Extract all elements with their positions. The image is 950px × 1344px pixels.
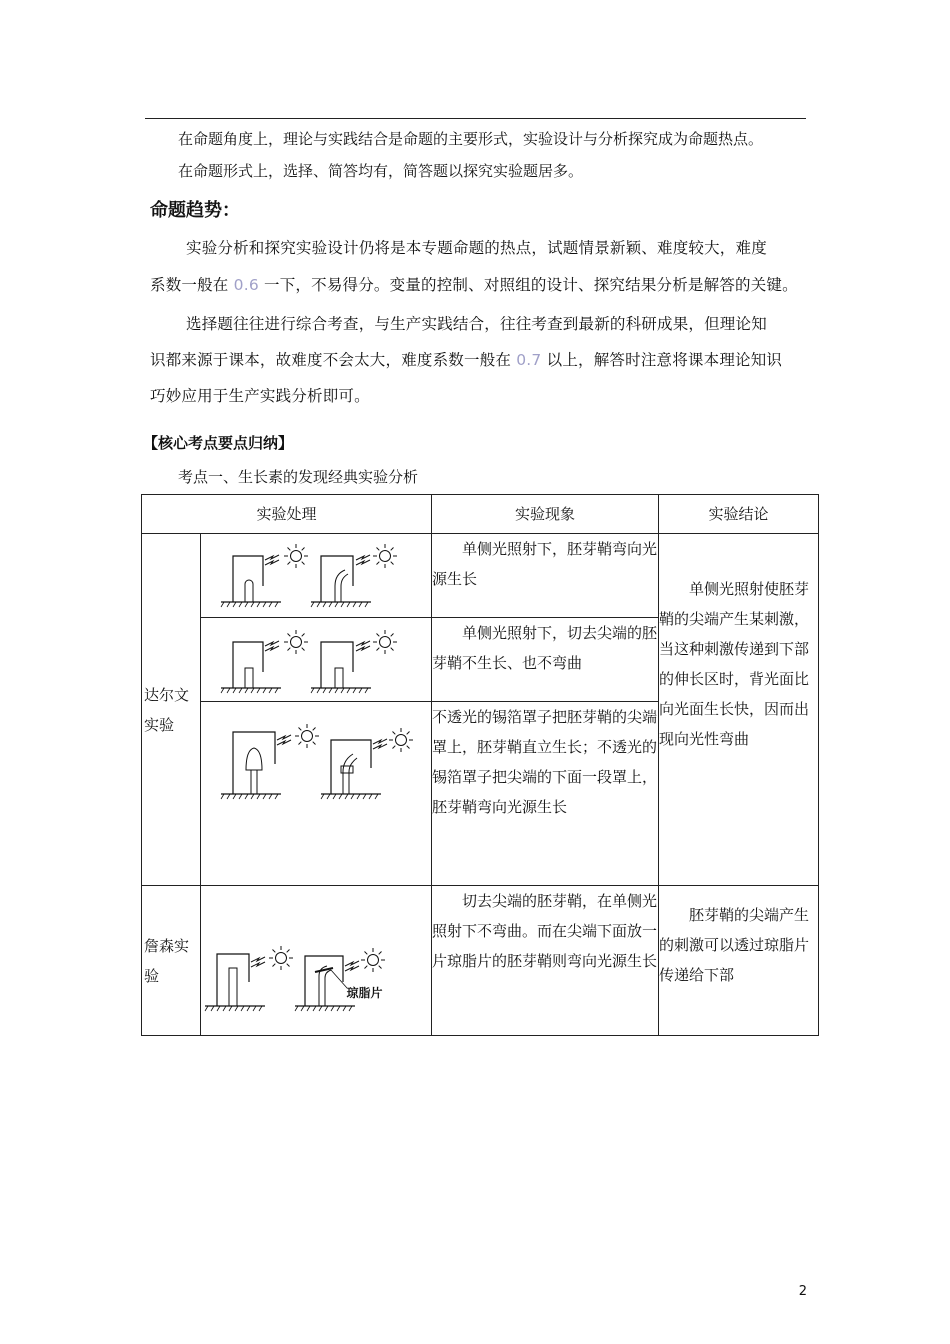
jensen-label: 詹森实验 [142, 886, 201, 1036]
trend-heading: 命题趋势： [150, 200, 240, 221]
jensen-conclusion: 胚芽鞘的尖端产生的刺激可以透过琼脂片传递给下部 [659, 886, 819, 1036]
darwin-figure-3 [201, 702, 432, 886]
light-arrow-icon [373, 739, 387, 749]
sun-icon [373, 630, 397, 654]
agar-label: 琼脂片 [346, 985, 383, 1000]
darwin-label: 达尔文实验 [142, 534, 201, 886]
light-arrow-icon [251, 957, 265, 967]
darwin-phenomenon-3: 不透光的锡箔罩子把胚芽鞘的尖端罩上，胚芽鞘直立生长；不透光的锡箔罩子把尖端的下面一段罩上，胚芽鞘弯向光源生长 [432, 702, 659, 886]
trend-para1-line2: 系数一般在 0.6 一下，不易得分。变量的控制、对照组的设计、探究结果分析是解答的关键。 [150, 276, 798, 294]
darwin-figure-1 [201, 534, 432, 618]
trend-para1-line1: 实验分析和探究实验设计仍将是本专题命题的热点，试题情景新颖、难度较大，难度 [186, 239, 767, 257]
header-rule [145, 118, 806, 119]
trend-para2-line2: 识都来源于课本，故难度不会太大，难度系数一般在 0.7 以上，解答时注意将课本理论知识 [150, 351, 783, 369]
page-number: 2 [798, 1284, 807, 1299]
light-arrow-icon [277, 735, 291, 745]
darwin-phenomenon-1: 单侧光照射下，胚芽鞘弯向光源生长 [432, 534, 659, 618]
trend-para2-line1: 选择题往往进行综合考查，与生产实践结合，往往考查到最新的科研成果，但理论知 [186, 315, 767, 333]
sun-icon [361, 948, 385, 972]
sun-icon [295, 724, 319, 748]
sun-icon [389, 728, 413, 752]
intro-line-1: 在命题角度上，理论与实践结合是命题的主要形式，实验设计与分析探究成为命题热点。 [178, 130, 764, 148]
light-arrow-icon [265, 555, 279, 565]
table-row [142, 534, 819, 618]
sun-icon [284, 630, 308, 654]
core-point-1: 考点一、生长素的发现经典实验分析 [178, 468, 419, 486]
header-conclusion: 实验结论 [659, 495, 819, 534]
sun-icon [373, 544, 397, 568]
jensen-figure [201, 886, 432, 1036]
light-arrow-icon [356, 641, 370, 651]
sun-icon [284, 544, 308, 568]
experiment-table [141, 494, 819, 1036]
trend-para2-line3: 巧妙应用于生产实践分析即可。 [150, 387, 370, 405]
darwin-conclusion: 单侧光照射使胚芽鞘的尖端产生某刺激，当这种刺激传递到下部的伸长区时，背光面比向光面生长快，因而出现向光性弯曲 [659, 534, 819, 886]
table-header-row [142, 495, 819, 534]
sun-icon [269, 946, 293, 970]
light-arrow-icon [356, 555, 370, 565]
darwin-figure-2 [201, 618, 432, 702]
header-treatment: 实验处理 [142, 495, 432, 534]
header-phenomenon: 实验现象 [432, 495, 659, 534]
table-row [142, 886, 819, 1036]
intro-line-2: 在命题形式上，选择、简答均有，简答题以探究实验题居多。 [178, 162, 584, 180]
light-arrow-icon [265, 641, 279, 651]
jensen-phenomenon: 切去尖端的胚芽鞘，在单侧光照射下不弯曲。而在尖端下面放一片琼脂片的胚芽鞘则弯向光源生长 [432, 886, 659, 1036]
light-arrow-icon [345, 961, 359, 971]
core-heading: 【核心考点要点归纳】 [143, 434, 294, 452]
darwin-phenomenon-2: 单侧光照射下，切去尖端的胚芽鞘不生长、也不弯曲 [432, 618, 659, 702]
